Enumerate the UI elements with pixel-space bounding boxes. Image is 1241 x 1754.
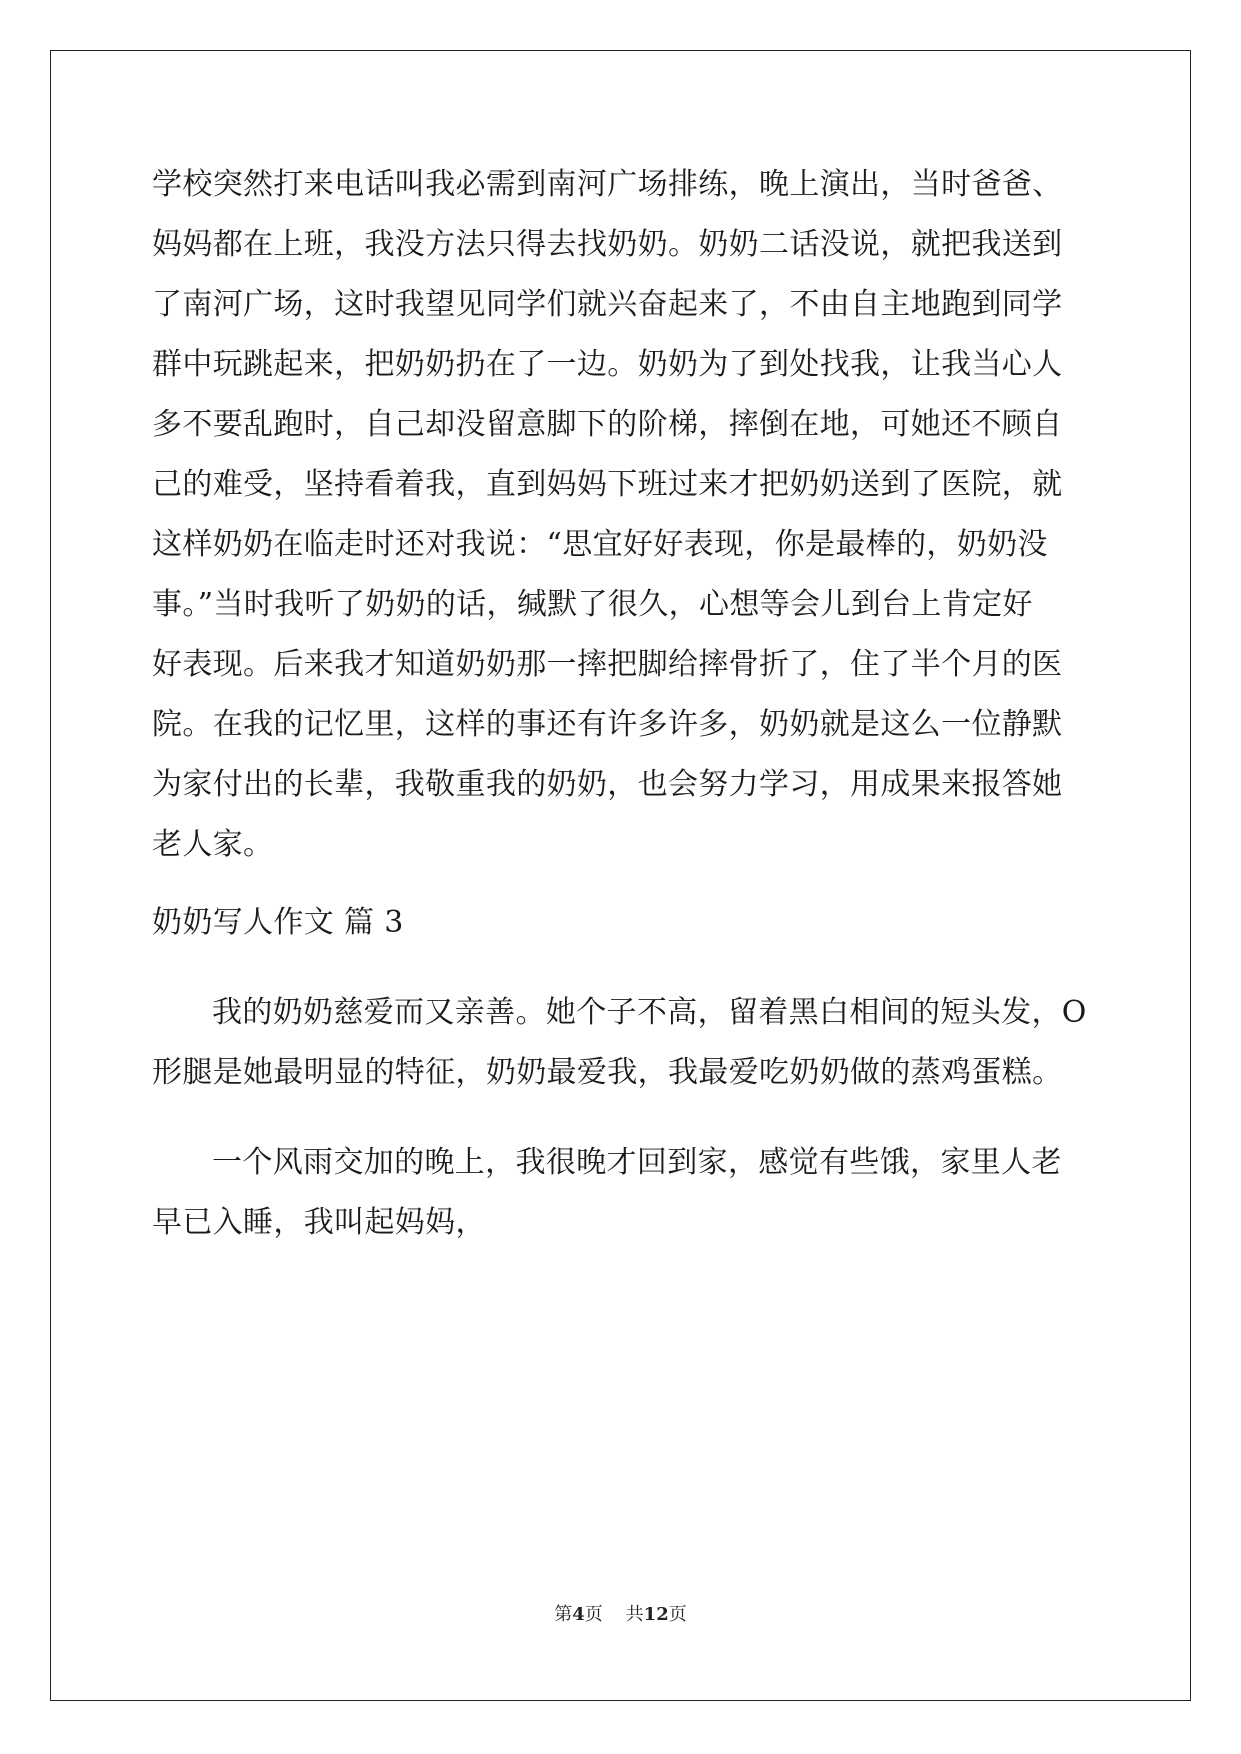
footer-suffix: 页 bbox=[668, 1604, 687, 1625]
footer-mid: 页 共 bbox=[584, 1604, 644, 1625]
text-line: 一个风雨交加的晚上，我很晚才回到家，感觉有些饿，家里人老 bbox=[212, 1145, 1062, 1180]
document-body bbox=[152, 155, 1087, 1253]
text-line: 妈妈都在上班，我没方法只得去找奶奶。奶奶二话没说，就把我送到 bbox=[152, 227, 1063, 262]
text-line: 这样奶奶在临走时还对我说：“思宜好好表现，你是最棒的，奶奶没 bbox=[152, 527, 1048, 562]
footer-prefix: 第 bbox=[554, 1604, 573, 1625]
section-heading: 奶奶写人作文 篇 3 bbox=[152, 905, 404, 940]
text-line: 多不要乱跑时，自己却没留意脚下的阶梯，摔倒在地，可她还不顾自 bbox=[152, 407, 1063, 442]
text-line: 了南河广场，这时我望见同学们就兴奋起来了，不由自主地跑到同学 bbox=[152, 287, 1063, 322]
paragraph bbox=[152, 1133, 1087, 1253]
text-line: 形腿是她最明显的特征，奶奶最爱我，我最爱吃奶奶做的蒸鸡蛋糕。 bbox=[152, 1055, 1063, 1090]
text-line: 学校突然打来电话叫我必需到南河广场排练，晚上演出，当时爸爸、 bbox=[152, 167, 1063, 202]
text-line: 事。”当时我听了奶奶的话，缄默了很久，心想等会儿到台上肯定好 bbox=[152, 587, 1033, 622]
text-line: 早已入睡，我叫起妈妈， bbox=[152, 1205, 486, 1240]
text-line: 老人家。 bbox=[152, 827, 274, 862]
text-line: 我的奶奶慈爱而又亲善。她个子不高，留着黑白相间的短头发，O bbox=[212, 995, 1087, 1030]
text-line: 好表现。后来我才知道奶奶那一摔把脚给摔骨折了，住了半个月的医 bbox=[152, 647, 1063, 682]
text-line: 院。在我的记忆里，这样的事还有许多许多，奶奶就是这么一位静默 bbox=[152, 707, 1063, 742]
page-footer bbox=[0, 1600, 1241, 1626]
text-line: 己的难受，坚持看着我，直到妈妈下班过来才把奶奶送到了医院，就 bbox=[152, 467, 1063, 502]
paragraph bbox=[152, 983, 1087, 1103]
text-line: 群中玩跳起来，把奶奶扔在了一边。奶奶为了到处找我，让我当心人 bbox=[152, 347, 1063, 382]
text-line: 为家付出的长辈，我敬重我的奶奶，也会努力学习，用成果来报答她 bbox=[152, 767, 1063, 802]
total-page-count: 12 bbox=[643, 1604, 669, 1625]
current-page-number: 4 bbox=[572, 1604, 585, 1625]
